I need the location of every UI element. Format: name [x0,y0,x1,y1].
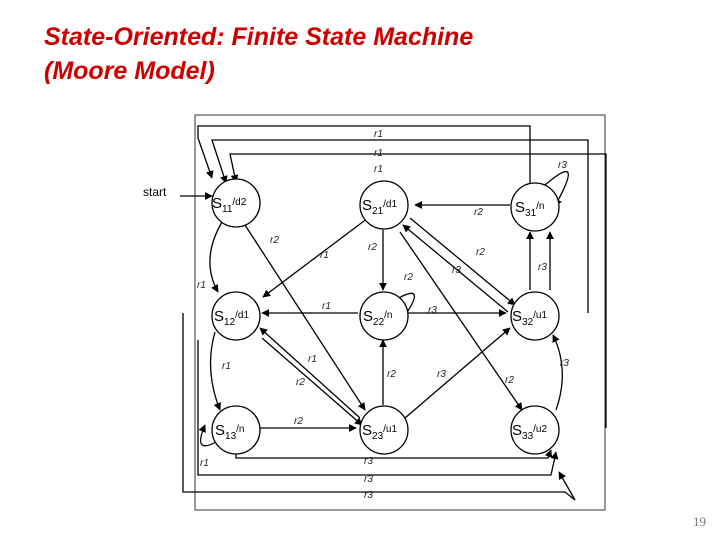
label-top-r1-b: r1 [374,148,383,159]
label-s22-s32: r3 [428,305,437,316]
state-s33 [511,406,559,454]
label-s31-s21: r2 [474,207,483,218]
label-loop-s31: r3 [558,160,567,171]
label-s23-s32: r3 [437,369,446,380]
svg-text:S12/d1: $S_{12}^{/d1}$ [214,308,250,328]
svg-text:S31/n: $S_{31}^{/n}$ [515,199,545,219]
title-line-1: State-Oriented: Finite State Machine [44,23,474,51]
svg-text:S13/n: $S_{13}^{/n}$ [215,422,245,442]
label-s12-s13: r1 [222,361,231,372]
label-s11-s12: r1 [197,280,206,291]
label-s12-s23: r2 [296,377,305,388]
state-s13 [212,406,260,454]
edge-s21-s33 [400,232,522,410]
state-s11 [212,179,260,227]
svg-text:S21/d1: $S_{21}^{/d1}$ [362,197,398,217]
label-s32-s31: r3 [538,262,547,273]
label-s22-s12: r1 [322,301,331,312]
title-line-2: (Moore Model) [44,57,215,85]
label-top-r1-a: r1 [374,129,383,140]
state-s23 [360,406,408,454]
svg-text:S32/u1: $S_{32}^{/u1}$ [512,308,548,328]
svg-text:S23/u1: $S_{23}^{/u1}$ [362,422,398,442]
edge-s21-s12 [263,218,368,297]
state-s31 [511,183,559,231]
label-s21-s32: r2 [476,247,485,258]
label-s32-s21: r3 [452,265,461,276]
edge-s23-s12 [260,328,360,418]
label-s23-s12: r1 [308,354,317,365]
label-bottom-r3-a: r3 [364,456,373,467]
svg-text:S11/d2: $S_{11}^{/d2}$ [212,195,247,215]
start-label: start [143,185,167,199]
label-s23-s22: r2 [387,369,396,380]
label-top-r1-c: r1 [374,164,383,175]
edge-s21-s32 [410,218,515,305]
svg-text:S22/n: $S_{22}^{/n}$ [363,308,393,328]
state-s32 [511,292,559,340]
label-loop-s13: r1 [200,458,209,469]
label-s21-s33: r2 [505,375,514,386]
edge-s12-s13 [211,332,220,410]
state-s12 [212,292,260,340]
edge-s23-s32 [405,328,510,418]
label-s11-s23: r2 [270,235,279,246]
edge-s33-s32 [553,335,562,410]
page-number: 19 [693,514,706,529]
svg-text:S33/u2: $S_{33}^{/u2}$ [512,422,548,442]
label-s21-s22: r2 [368,242,377,253]
state-s22 [360,292,408,340]
edge-s11-s23 [245,225,365,410]
label-s33-s32: r3 [560,358,569,369]
label-s21-s12: r1 [320,250,329,261]
label-bottom-r3-b: r3 [364,474,373,485]
state-s21 [360,181,408,229]
label-s13-s23: r2 [294,416,303,427]
label-loop-s22: r2 [404,272,413,283]
label-bottom-r3-c: r3 [364,490,373,501]
edge-s11-s12 [210,222,222,292]
